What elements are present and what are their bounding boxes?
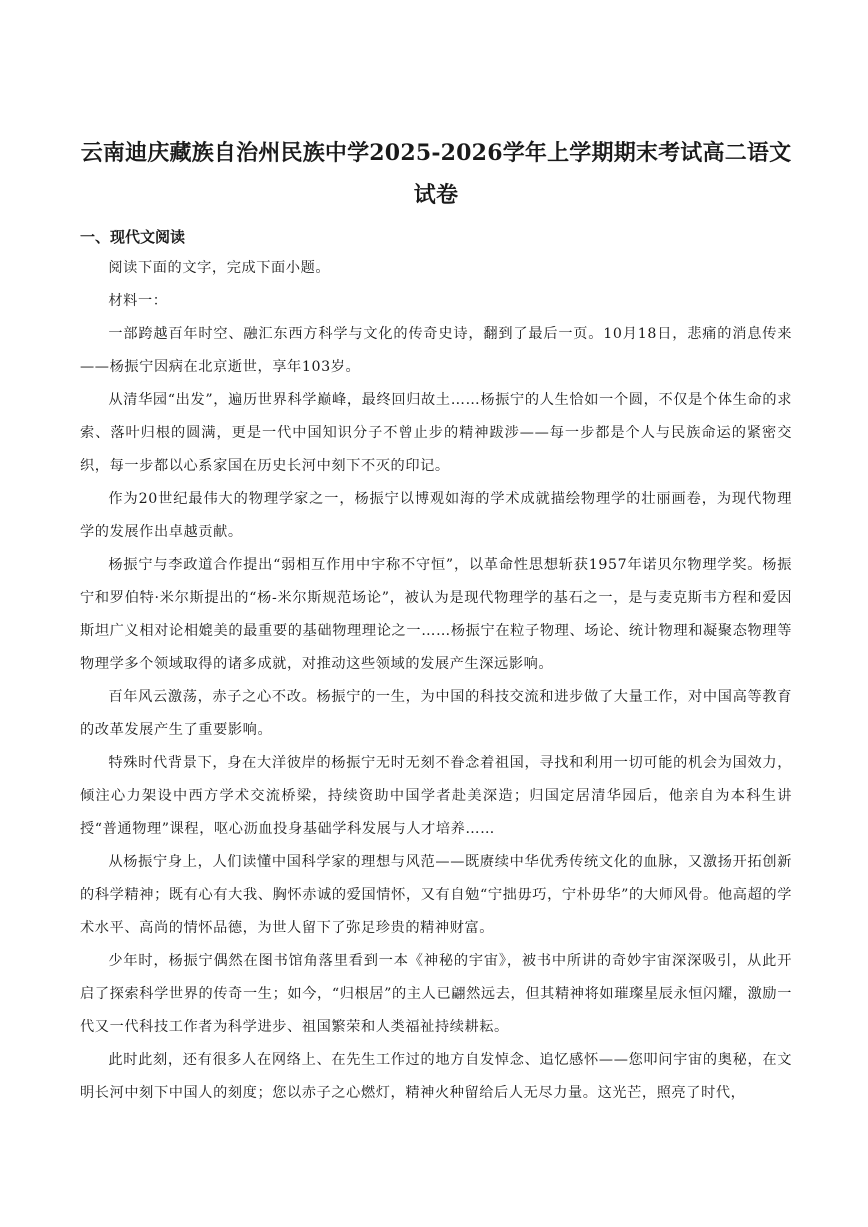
body-paragraph: 杨振宁与李政道合作提出“弱相互作用中宇称不守恒”，以革命性思想斩获1957年诺贝尔物理学奖。杨振宁和罗伯特·米尔斯提出的“杨-米尔斯规范场论”，被认为是现代物理学的基石之一，是与麦克斯韦方程和爱因斯坦广义相对论相媲美的最重要的基础物理理论之一……杨振宁在粒子物理、场论、统计物理和凝聚态物理等物理学多个领域取得的诸多成就，对推动这些领域的发展产生深远影响。: [80, 557, 792, 672]
body-paragraph: 特殊时代背景下，身在大洋彼岸的杨振宁无时无刻不眷念着祖国，寻找和利用一切可能的机会为国效力，倾注心力架设中西方学术交流桥梁，持续资助中国学者赴美深造；归国定居清华园后，他亲自为本科生讲授“普通物理”课程，呕心沥血投身基础学科发展与人才培养……: [80, 755, 792, 837]
section-heading: 一、现代文阅读: [80, 228, 186, 246]
body-paragraph: 少年时，杨振宁偶然在图书馆角落里看到一本《神秘的宇宙》，被书中所讲的奇妙宇宙深深吸引，从此开启了探索科学世界的传奇一生；如今，“归根居”的主人已翩然远去，但其精神将如璀璨星辰永恒闪耀，激励一代又一代科技工作者为科学进步、祖国繁荣和人类福祉持续耕耘。: [80, 953, 792, 1035]
body-paragraph: 作为20世纪最伟大的物理学家之一，杨振宁以博观如海的学术成就描绘物理学的壮丽画卷，为现代物理学的发展作出卓越贡献。: [80, 491, 792, 540]
document-title: 云南迪庆藏族自治州民族中学2025-2026学年上学期期末考试高二语文试卷: [80, 140, 792, 208]
material-label: 材料一：: [108, 293, 168, 309]
body-paragraph: 一部跨越百年时空、融汇东西方科学与文化的传奇史诗，翻到了最后一页。10月18日，悲痛的消息传来——杨振宁因病在北京逝世，享年103岁。: [80, 326, 792, 375]
body-paragraph: 百年风云激荡，赤子之心不改。杨振宁的一生，为中国的科技交流和进步做了大量工作，对中国高等教育的改革发展产生了重要影响。: [80, 689, 792, 738]
body-paragraph: 从杨振宁身上，人们读懂中国科学家的理想与风范——既赓续中华优秀传统文化的血脉，又激扬开拓创新的科学精神；既有心有大我、胸怀赤诚的爱国情怀，又有自勉“宁拙毋巧，宁朴毋华”的大师风骨。他高超的学术水平、高尚的情怀品德，为世人留下了弥足珍贵的精神财富。: [80, 854, 792, 936]
reading-instruction: 阅读下面的文字，完成下面小题。: [108, 260, 331, 276]
exam-page: [80, 132, 792, 1110]
body-paragraph: 此时此刻，还有很多人在网络上、在先生工作过的地方自发悼念、追忆感怀——您叩问宇宙的奥秘，在文明长河中刻下中国人的刻度；您以赤子之心燃灯，精神火种留给后人无尽力量。这光芒，照亮了时代，: [80, 1052, 792, 1101]
body-paragraph: 从清华园“出发”，遍历世界科学巅峰，最终回归故土……杨振宁的人生恰如一个圆，不仅是个体生命的求索、落叶归根的圆满，更是一代中国知识分子不曾止步的精神跋涉——每一步都是个人与民族命运的紧密交织，每一步都以心系家国在历史长河中刻下不灭的印记。: [80, 392, 792, 474]
